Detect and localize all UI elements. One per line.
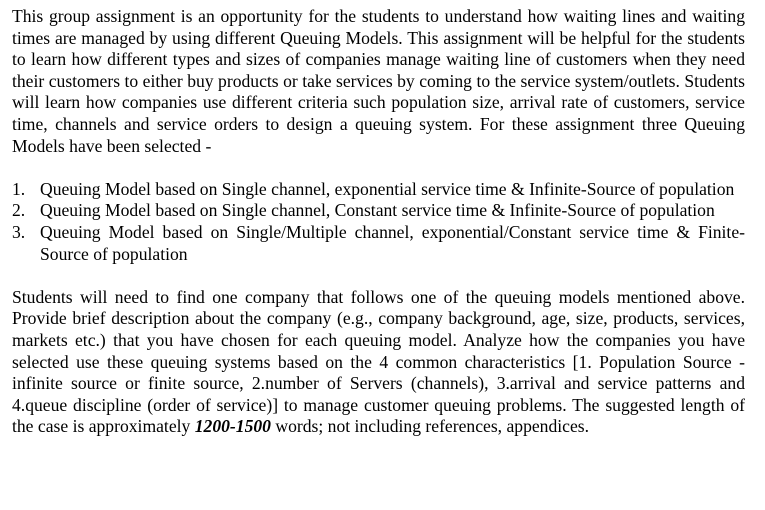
list-item-text: Queuing Model based on Single channel, exponential service time & Infinite-Source of population xyxy=(40,178,735,199)
intro-paragraph: This group assignment is an opportunity for the students to understand how waiting lines and waiting times are managed by using different Queuing Models. This assignment will be helpful for the students to learn how different types and sizes of companies manage waiting line of customers when they need their customers to either buy products or take services by coming to the service system/outlets. Students will learn how companies use different criteria such population size, arrival rate of customers, service time, channels and service orders to design a queuing system. For these assignment three Queuing Models have been selected - xyxy=(12,6,745,156)
instructions-paragraph xyxy=(12,287,745,438)
list-number: 1. xyxy=(12,178,26,199)
list-item-text: Queuing Model based on Single channel, Constant service time & Infinite-Source of population xyxy=(40,200,715,221)
list-number: 2. xyxy=(12,200,26,221)
instructions-text: Students will need to find one company that follows one of the queuing models mentioned above. Provide brief description about the company (e.g., company background, age, size, products, services, markets etc.) that you have chosen for each queuing model. Analyze how the companies you have selected use these queuing systems based on the 4 common characteristics [1. Population Source - infinite source or finite source, 2.number of Servers (channels), 3.arrival and service patterns and 4.queue discipline (order of service)] to manage customer queuing problems. The suggested length of the case is approximately xyxy=(12,286,745,437)
list-item-text: Queuing Model based on Single/Multiple channel, exponential/Constant service time & Finite-Source of population xyxy=(40,221,745,264)
word-range: 1200-1500 xyxy=(194,416,271,437)
queuing-model-item xyxy=(12,200,745,222)
paragraph-spacer xyxy=(12,157,745,179)
queuing-model-item xyxy=(12,179,745,201)
queuing-models-list xyxy=(12,179,745,265)
instructions-tail: words; not including references, appendices. xyxy=(275,416,590,437)
queuing-model-item xyxy=(12,222,745,265)
list-number: 3. xyxy=(12,221,26,242)
paragraph-spacer xyxy=(12,265,745,287)
assignment-document xyxy=(12,6,745,438)
